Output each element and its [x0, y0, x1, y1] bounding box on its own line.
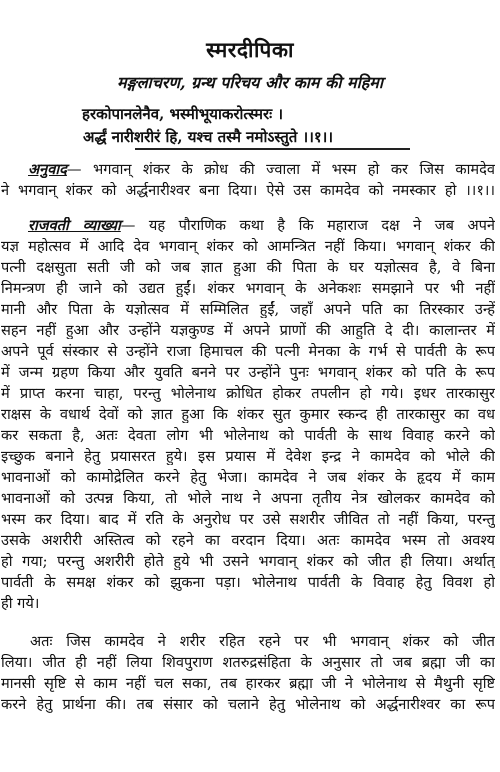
vyakhya-line: भस्म कर दिया। बाद में रति के अनुरोध पर उसे सशरीर जीवित तो नहीं किया, परन्तु	[1, 511, 495, 528]
anuvad-line	[28, 161, 495, 178]
anuvad-line: ने भगवान् शंकर को अर्द्धनारीश्वर बना दिया। ऐसे उस कामदेव को नमस्कार हो ।।१।।	[1, 182, 495, 199]
verse-divider	[135, 148, 410, 150]
vyakhya-line: उसके अशरीरी अस्तित्व को रहने का वरदान दिया। अतः कामदेव भस्म तो अवश्य	[1, 532, 495, 549]
vyakhya-line: निमन्त्रण ही जाने को उद्यत हुईं। शंकर भगवान् के अनेकशः समझाने पर भी नहीं	[1, 280, 495, 297]
closing-line: अतः जिस कामदेव ने शरीर रहित रहने पर भी भगवान् शंकर को जीत	[30, 633, 495, 650]
vyakhya-line: भावनाओं को कामोद्रेलित करने हेतु भेजा। कामदेव ने जब शंकर के हृदय में काम	[1, 469, 495, 486]
vyakhya-line: राक्षस के वधार्थ देवों को ज्ञात हुआ कि शंकर सुत कुमार स्कन्द ही तारकासुर का वध	[1, 406, 495, 423]
vyakhya-line	[28, 217, 495, 234]
vyakhya-line: यज्ञ महोत्सव में आदि देव भगवान् शंकर को आमन्त्रित नहीं किया। भगवान् शंकर की	[1, 238, 495, 255]
chapter-subtitle: मङ्गलाचरण, ग्रन्थ परिचय और काम की महिमा	[117, 73, 383, 92]
vyakhya-line: ही गये।	[1, 595, 40, 612]
vyakhya-line: इच्छुक बनाने हेतु प्रयासरत हुये। इस प्रयास में देवेश इन्द्र ने कामदेव को भोले की	[1, 448, 495, 465]
vyakhya-line: भावनाओं को उत्पन्न किया, तो भोले नाथ ने अपना तृतीय नेत्र खोलकर कामदेव को	[1, 490, 495, 507]
vyakhya-label: राजवती व्याख्या	[28, 217, 121, 234]
closing-line: करने हेतु प्रार्थना की। तब संसार को चलाने हेतु भोलेनाथ को अर्द्धनारीश्वर का रूप	[1, 696, 495, 713]
vyakhya-text: — यह पौराणिक कथा है कि महाराज दक्ष ने जब अपने	[120, 217, 495, 234]
closing-line: लिया। जीत ही नहीं लिया शिवपुराण शतरुद्रसंहिता के अनुसार तो जब ब्रह्मा जी का	[1, 654, 495, 671]
anuvad-label: अनुवाद	[28, 161, 67, 178]
vyakhya-line: में प्राप्त करना चाहा, परन्तु भोलेनाथ क्रोधित होकर तपलीन हो गये। इधर तारकासुर	[1, 385, 495, 402]
vyakhya-line: सहन नहीं हुआ और उन्होंने यज्ञकुण्ड में अपने प्राणों की आहुति दे दी। कालान्तर में	[1, 322, 495, 339]
closing-line: मानसी सृष्टि से काम नहीं चल सका, तब हारकर ब्रह्मा जी ने भोलेनाथ से मैथुनी सृष्टि	[1, 675, 495, 692]
page-title: स्मरदीपिका	[206, 37, 294, 62]
vyakhya-line: पत्नी दक्षसुता सती जी को जब ज्ञात हुआ की पिता के घर यज्ञोत्सव है, वे बिना	[1, 259, 495, 276]
verse-line-2: अर्द्धं नारीशरीरं हि, यश्च तस्मै नमोऽस्तुते ।।१।।	[83, 128, 334, 146]
vyakhya-line: हो गया; परन्तु अशरीरी होते हुये भी उसने भगवान् शंकर को जीत ही लिया। अर्थात्	[1, 553, 495, 570]
verse-line-1: हरकोपानलेनैव, भस्मीभूयाकरोत्स्मरः ।	[82, 105, 284, 123]
vyakhya-line: पार्वती के समक्ष शंकर को झुकना पड़ा। भोलेनाथ पार्वती के विवाह हेतु विवश हो	[1, 574, 495, 591]
anuvad-text: — भगवान् शंकर के क्रोध की ज्वाला में भस्म हो कर जिस कामदेव	[66, 161, 495, 178]
vyakhya-line: में जन्म ग्रहण किया और युवति बनने पर उन्होंने पुनः भगवान् शंकर को पति के रूप	[1, 364, 495, 381]
vyakhya-line: मानी और पिता के यज्ञोत्सव में सम्मिलित हुईं, जहाँ अपने पति का तिरस्कार उन्हें	[1, 301, 495, 318]
vyakhya-line: कर सकता है, अतः देवता लोग भी भोलेनाथ को पार्वती के साथ विवाह करने को	[1, 427, 495, 444]
vyakhya-line: अपने पूर्व संस्कार से उन्होंने राजा हिमाचल की पत्नी मेनका के गर्भ से पार्वती के रूप	[1, 343, 495, 360]
